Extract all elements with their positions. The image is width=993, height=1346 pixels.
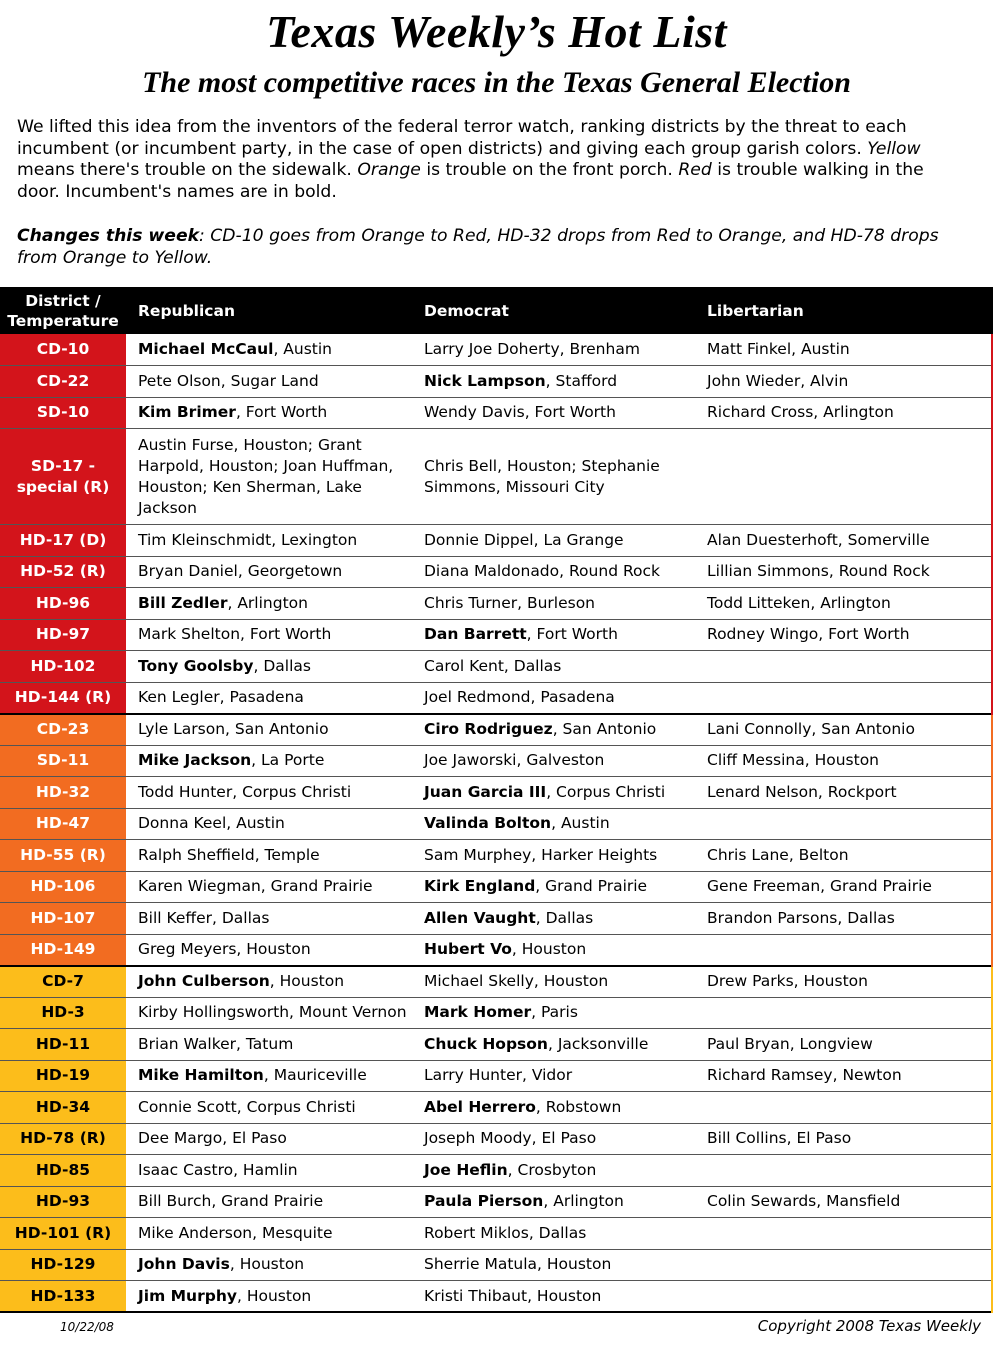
district-cell: HD-47 — [0, 808, 126, 840]
candidate-text: , Houston — [511, 940, 587, 958]
district-cell: HD-149 — [0, 934, 126, 966]
libertarian-cell — [695, 871, 993, 903]
candidate-text: , Houston — [236, 1286, 312, 1305]
table-row — [0, 1218, 993, 1250]
candidate-text: Lillian Simmons, Round Rock — [707, 562, 930, 581]
libertarian-cell — [695, 619, 993, 651]
democrat-cell — [412, 1155, 695, 1187]
candidate-text: John Wieder, Alvin — [707, 371, 849, 390]
republican-cell — [126, 429, 412, 525]
candidate-text: , Paris — [531, 1003, 578, 1022]
libertarian-cell — [695, 1123, 993, 1155]
libertarian-cell — [695, 429, 993, 525]
democrat-cell — [412, 934, 695, 966]
republican-cell — [126, 1092, 412, 1124]
table-row — [0, 966, 993, 998]
democrat-cell — [412, 714, 695, 746]
candidate-text: , Fort Worth — [235, 403, 328, 422]
header-libertarian: Libertarian — [695, 287, 993, 334]
district-cell: HD-133 — [0, 1281, 126, 1313]
incumbent-name: Bill Zedler — [138, 593, 228, 612]
district-cell: HD-97 — [0, 619, 126, 651]
libertarian-cell — [695, 745, 993, 777]
table-row — [0, 366, 993, 398]
district-cell: HD-55 (R) — [0, 840, 126, 872]
table-row — [0, 588, 993, 620]
candidate-text: Diana Maldonado, Round Rock — [424, 562, 661, 581]
republican-cell — [126, 934, 412, 966]
republican-cell — [126, 745, 412, 777]
republican-cell — [126, 651, 412, 683]
candidate-text: Chris Turner, Burleson — [424, 593, 596, 612]
candidate-text: Wendy Davis, Fort Worth — [424, 403, 616, 422]
candidate-text: Michael Skelly, Houston — [424, 972, 609, 990]
republican-cell — [126, 525, 412, 557]
republican-cell — [126, 966, 412, 998]
intro-color-word: Red — [678, 160, 712, 180]
table-row — [0, 808, 993, 840]
democrat-cell — [412, 966, 695, 998]
republican-cell — [126, 714, 412, 746]
libertarian-cell — [695, 334, 993, 366]
democrat-cell — [412, 997, 695, 1029]
table-header-row — [0, 287, 993, 334]
candidate-text: Todd Litteken, Arlington — [707, 593, 891, 612]
candidate-text: Bill Keffer, Dallas — [138, 908, 270, 927]
candidate-text: Connie Scott, Corpus Christi — [138, 1097, 356, 1116]
district-cell: CD-23 — [0, 714, 126, 746]
incumbent-name: Paula Pierson — [424, 1192, 544, 1211]
republican-cell — [126, 777, 412, 809]
republican-cell — [126, 366, 412, 398]
republican-cell — [126, 871, 412, 903]
republican-cell — [126, 1281, 412, 1313]
candidate-text: Paul Bryan, Longview — [707, 1034, 873, 1053]
candidate-text: Tim Kleinschmidt, Lexington — [138, 530, 358, 549]
table-row — [0, 1123, 993, 1155]
democrat-cell — [412, 1123, 695, 1155]
candidate-text: Lyle Larson, San Antonio — [138, 720, 329, 738]
table-row — [0, 682, 993, 714]
intro-text: is trouble walking in the door. Incumbent's names are in bold. — [17, 160, 924, 202]
table-row — [0, 334, 993, 366]
table-row — [0, 1186, 993, 1218]
democrat-cell — [412, 429, 695, 525]
district-cell: HD-52 (R) — [0, 556, 126, 588]
table-body — [0, 334, 993, 1312]
candidate-text: Matt Finkel, Austin — [707, 340, 850, 358]
democrat-cell — [412, 1092, 695, 1124]
republican-cell — [126, 903, 412, 935]
democrat-cell — [412, 745, 695, 777]
republican-cell — [126, 682, 412, 714]
democrat-cell — [412, 525, 695, 557]
candidate-text: , Austin — [273, 340, 333, 358]
table-row — [0, 840, 993, 872]
libertarian-cell — [695, 1281, 993, 1313]
candidate-text: Bill Collins, El Paso — [707, 1129, 852, 1148]
democrat-cell — [412, 871, 695, 903]
table-row — [0, 777, 993, 809]
district-cell: HD-78 (R) — [0, 1123, 126, 1155]
candidate-text: Drew Parks, Houston — [707, 972, 868, 990]
header-democrat: Democrat — [412, 287, 695, 334]
candidate-text: Colin Sewards, Mansfield — [707, 1192, 901, 1211]
candidate-text: , Austin — [551, 814, 610, 833]
incumbent-name: Mike Hamilton — [138, 1066, 264, 1085]
republican-cell — [126, 1218, 412, 1250]
incumbent-name: Mark Homer — [424, 1003, 532, 1022]
candidate-text: Robert Miklos, Dallas — [424, 1223, 587, 1242]
candidate-text: Austin Furse, Houston; Grant Harpold, Houston; Joan Huffman, Houston; Ken Sherman, Lake Jackson — [138, 435, 394, 517]
district-cell: HD-102 — [0, 651, 126, 683]
candidate-text: Rodney Wingo, Fort Worth — [707, 625, 910, 644]
republican-cell — [126, 1155, 412, 1187]
candidate-text: , Crosbyton — [507, 1160, 597, 1179]
candidate-text: , Dallas — [535, 908, 594, 927]
candidate-text: Chris Lane, Belton — [707, 845, 849, 864]
republican-cell — [126, 619, 412, 651]
incumbent-name: Michael McCaul — [138, 340, 274, 358]
district-cell: SD-10 — [0, 397, 126, 429]
incumbent-name: Dan Barrett — [424, 625, 527, 644]
candidate-text: , Houston — [269, 972, 345, 990]
democrat-cell — [412, 556, 695, 588]
libertarian-cell — [695, 366, 993, 398]
footer-date: 10/22/08 — [60, 1320, 114, 1334]
candidate-text: , Corpus Christi — [546, 782, 666, 801]
candidate-text: Kirby Hollingsworth, Mount Vernon — [138, 1003, 407, 1022]
table-row — [0, 1029, 993, 1061]
candidate-text: Donnie Dippel, La Grange — [424, 530, 624, 549]
table-row — [0, 997, 993, 1029]
candidate-text: Mike Anderson, Mesquite — [138, 1223, 333, 1242]
district-cell: SD-17 - special (R) — [0, 429, 126, 525]
candidate-text: , La Porte — [251, 751, 325, 770]
democrat-cell — [412, 588, 695, 620]
candidate-text: Todd Hunter, Corpus Christi — [138, 782, 352, 801]
democrat-cell — [412, 903, 695, 935]
incumbent-name: Juan Garcia III — [424, 782, 547, 801]
incumbent-name: Jim Murphy — [138, 1286, 237, 1305]
intro-color-word: Yellow — [867, 138, 921, 159]
candidate-text: Alan Duesterhoft, Somerville — [707, 530, 930, 549]
changes-text: : CD-10 goes from Orange to Red, HD-32 drops from Red to Orange, and HD-78 drops from Orange to Yellow. — [17, 226, 939, 268]
incumbent-name: Chuck Hopson — [424, 1034, 548, 1053]
candidate-text: Brian Walker, Tatum — [138, 1034, 294, 1053]
republican-cell — [126, 808, 412, 840]
table-row — [0, 429, 993, 525]
republican-cell — [126, 1186, 412, 1218]
candidate-text: Bryan Daniel, Georgetown — [138, 562, 343, 581]
candidate-text: Ken Legler, Pasadena — [138, 688, 304, 706]
libertarian-cell — [695, 1092, 993, 1124]
changes-label: Changes this week — [17, 226, 200, 246]
table-row — [0, 745, 993, 777]
incumbent-name: Allen Vaught — [424, 908, 536, 927]
candidate-text: Bill Burch, Grand Prairie — [138, 1192, 324, 1211]
table-row — [0, 903, 993, 935]
candidate-text: Brandon Parsons, Dallas — [707, 908, 895, 927]
table-row — [0, 714, 993, 746]
candidate-text: Isaac Castro, Hamlin — [138, 1160, 298, 1179]
libertarian-cell — [695, 525, 993, 557]
changes-paragraph — [17, 226, 977, 269]
libertarian-cell — [695, 1249, 993, 1281]
democrat-cell — [412, 397, 695, 429]
candidate-text: Donna Keel, Austin — [138, 814, 285, 833]
table-row — [0, 1092, 993, 1124]
candidate-text: Chris Bell, Houston; Stephanie Simmons, Missouri City — [424, 456, 660, 496]
republican-cell — [126, 1060, 412, 1092]
candidate-text: Joe Jaworski, Galveston — [424, 751, 605, 770]
incumbent-name: Abel Herrero — [424, 1097, 536, 1116]
libertarian-cell — [695, 777, 993, 809]
table-row — [0, 651, 993, 683]
table-row — [0, 397, 993, 429]
table-row — [0, 871, 993, 903]
candidate-text: Greg Meyers, Houston — [138, 940, 311, 958]
republican-cell — [126, 997, 412, 1029]
candidate-text: Dee Margo, El Paso — [138, 1129, 287, 1148]
district-cell: CD-22 — [0, 366, 126, 398]
libertarian-cell — [695, 1186, 993, 1218]
candidate-text: , Mauriceville — [263, 1066, 367, 1085]
democrat-cell — [412, 1029, 695, 1061]
libertarian-cell — [695, 714, 993, 746]
incumbent-name: John Davis — [138, 1255, 230, 1274]
republican-cell — [126, 1123, 412, 1155]
district-cell: HD-32 — [0, 777, 126, 809]
candidate-text: Mark Shelton, Fort Worth — [138, 625, 332, 644]
democrat-cell — [412, 1218, 695, 1250]
district-cell: HD-101 (R) — [0, 1218, 126, 1250]
democrat-cell — [412, 619, 695, 651]
intro-text: means there's trouble on the sidewalk. — [17, 160, 358, 180]
candidate-text: , Arlington — [227, 593, 308, 612]
table-row — [0, 619, 993, 651]
candidate-text: , Houston — [229, 1255, 305, 1274]
libertarian-cell — [695, 840, 993, 872]
district-cell: HD-106 — [0, 871, 126, 903]
libertarian-cell — [695, 588, 993, 620]
table-row — [0, 1060, 993, 1092]
libertarian-cell — [695, 1060, 993, 1092]
incumbent-name: Valinda Bolton — [424, 814, 552, 833]
republican-cell — [126, 1249, 412, 1281]
district-cell: CD-10 — [0, 334, 126, 366]
republican-cell — [126, 1029, 412, 1061]
candidate-text: Larry Hunter, Vidor — [424, 1066, 573, 1085]
libertarian-cell — [695, 997, 993, 1029]
democrat-cell — [412, 777, 695, 809]
republican-cell — [126, 397, 412, 429]
republican-cell — [126, 840, 412, 872]
libertarian-cell — [695, 903, 993, 935]
candidate-text: Ralph Sheffield, Temple — [138, 845, 320, 864]
candidate-text: Sam Murphey, Harker Heights — [424, 845, 658, 864]
table-row — [0, 525, 993, 557]
democrat-cell — [412, 1060, 695, 1092]
libertarian-cell — [695, 651, 993, 683]
candidate-text: , Fort Worth — [526, 625, 618, 644]
candidate-text: Pete Olson, Sugar Land — [138, 371, 319, 390]
democrat-cell — [412, 1186, 695, 1218]
district-cell: HD-34 — [0, 1092, 126, 1124]
candidate-text: Carol Kent, Dallas — [424, 656, 562, 675]
candidate-text: Karen Wiegman, Grand Prairie — [138, 877, 373, 896]
intro-text: We lifted this idea from the inventors of the federal terror watch, ranking districts by the threat to each incumbent (or incumbent party, in the case of open districts) and giving each group garish colors. — [17, 117, 907, 159]
libertarian-cell — [695, 1218, 993, 1250]
democrat-cell — [412, 808, 695, 840]
intro-text: is trouble on the front porch. — [420, 160, 679, 180]
candidate-text: , Jacksonville — [547, 1034, 649, 1053]
incumbent-name: Kim Brimer — [138, 403, 236, 422]
democrat-cell — [412, 682, 695, 714]
incumbent-name: Tony Goolsby — [138, 656, 254, 675]
candidate-text: Richard Ramsey, Newton — [707, 1066, 902, 1085]
page-title: Texas Weekly’s Hot List — [266, 6, 727, 57]
candidate-text: Larry Joe Doherty, Brenham — [424, 340, 640, 358]
incumbent-name: Kirk England — [424, 877, 536, 896]
district-cell: SD-11 — [0, 745, 126, 777]
libertarian-cell — [695, 934, 993, 966]
intro-color-word: Orange — [357, 160, 421, 180]
libertarian-cell — [695, 966, 993, 998]
candidate-text: Lani Connolly, San Antonio — [707, 720, 915, 738]
header-republican: Republican — [126, 287, 412, 334]
district-cell: HD-3 — [0, 997, 126, 1029]
hot-list-table — [0, 287, 993, 1313]
democrat-cell — [412, 334, 695, 366]
incumbent-name: Joe Heflin — [424, 1160, 508, 1179]
district-cell: CD-7 — [0, 966, 126, 998]
footer-copyright: Copyright 2008 Texas Weekly — [757, 1317, 981, 1335]
republican-cell — [126, 588, 412, 620]
district-cell: HD-96 — [0, 588, 126, 620]
candidate-text: Joel Redmond, Pasadena — [424, 688, 615, 706]
candidate-text: , Grand Prairie — [535, 877, 648, 896]
incumbent-name: Hubert Vo — [424, 940, 512, 958]
candidate-text: , San Antonio — [552, 720, 657, 738]
democrat-cell — [412, 651, 695, 683]
district-cell: HD-107 — [0, 903, 126, 935]
table-row — [0, 934, 993, 966]
district-cell: HD-11 — [0, 1029, 126, 1061]
candidate-text: Cliff Messina, Houston — [707, 751, 880, 770]
district-cell: HD-85 — [0, 1155, 126, 1187]
intro-paragraph — [17, 117, 967, 203]
libertarian-cell — [695, 397, 993, 429]
candidate-text: , Stafford — [545, 371, 618, 390]
district-cell: HD-19 — [0, 1060, 126, 1092]
header-district: District / Temperature — [0, 287, 126, 334]
libertarian-cell — [695, 682, 993, 714]
incumbent-name: Ciro Rodriguez — [424, 720, 553, 738]
candidate-text: Lenard Nelson, Rockport — [707, 782, 897, 801]
candidate-text: Sherrie Matula, Houston — [424, 1255, 612, 1274]
incumbent-name: Nick Lampson — [424, 371, 546, 390]
incumbent-name: John Culberson — [138, 972, 270, 990]
district-cell: HD-144 (R) — [0, 682, 126, 714]
democrat-cell — [412, 366, 695, 398]
libertarian-cell — [695, 1029, 993, 1061]
democrat-cell — [412, 1281, 695, 1313]
candidate-text: , Arlington — [543, 1192, 624, 1211]
district-cell: HD-17 (D) — [0, 525, 126, 557]
libertarian-cell — [695, 1155, 993, 1187]
democrat-cell — [412, 1249, 695, 1281]
candidate-text: Joseph Moody, El Paso — [424, 1129, 597, 1148]
candidate-text: , Dallas — [253, 656, 311, 675]
district-cell: HD-129 — [0, 1249, 126, 1281]
table-row — [0, 1155, 993, 1187]
libertarian-cell — [695, 808, 993, 840]
incumbent-name: Mike Jackson — [138, 751, 252, 770]
table-row — [0, 556, 993, 588]
district-cell: HD-93 — [0, 1186, 126, 1218]
candidate-text: Kristi Thibaut, Houston — [424, 1286, 602, 1305]
libertarian-cell — [695, 556, 993, 588]
candidate-text: Richard Cross, Arlington — [707, 403, 894, 422]
democrat-cell — [412, 840, 695, 872]
candidate-text: Gene Freeman, Grand Prairie — [707, 877, 932, 896]
page-subtitle: The most competitive races in the Texas General Election — [142, 66, 851, 99]
table-row — [0, 1249, 993, 1281]
candidate-text: , Robstown — [535, 1097, 622, 1116]
republican-cell — [126, 556, 412, 588]
table-row — [0, 1281, 993, 1313]
republican-cell — [126, 334, 412, 366]
